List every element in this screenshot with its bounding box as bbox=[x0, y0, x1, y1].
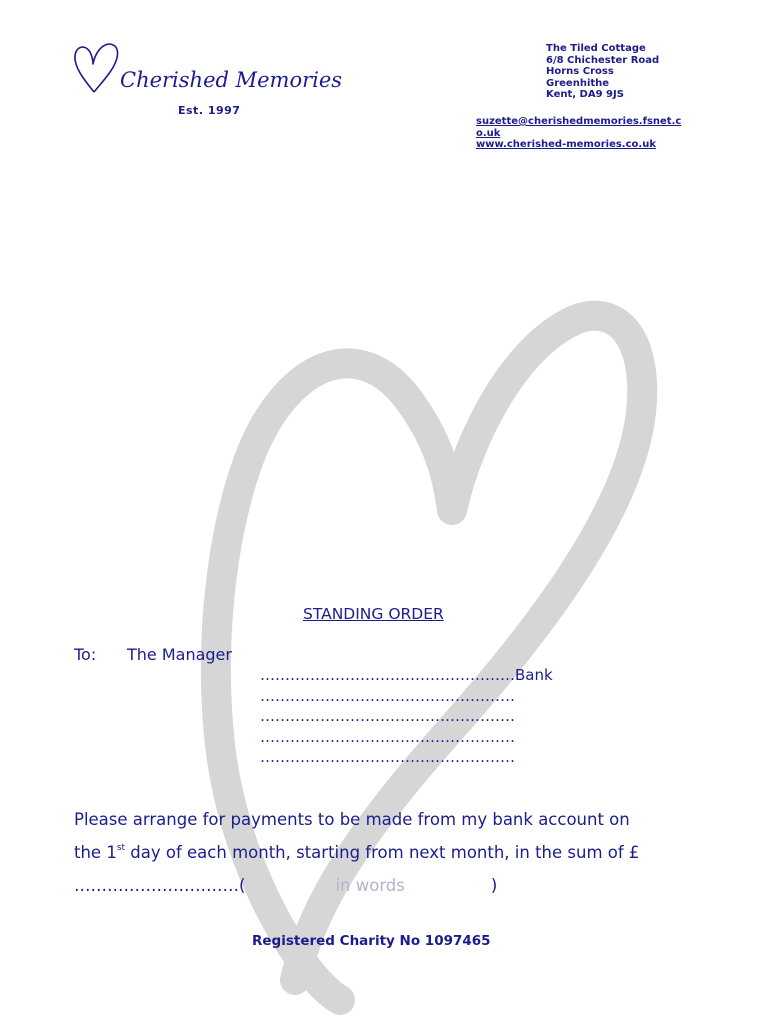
address-line: Kent, DA9 9JS bbox=[546, 89, 624, 101]
bank-address-fields bbox=[260, 665, 553, 768]
email-link[interactable] bbox=[476, 116, 696, 139]
address-line: Greenhithe bbox=[546, 77, 610, 89]
bank-address-line[interactable]: …………………………………………… bbox=[260, 707, 515, 725]
brand-name: Cherished Memories bbox=[120, 68, 343, 92]
recipient: The Manager bbox=[127, 645, 232, 664]
bank-address-line[interactable]: …………………………………………… bbox=[260, 686, 515, 705]
bank-address-line[interactable]: …………………………………………… bbox=[260, 748, 515, 766]
email-part-1: suzette@cherishedmemories.fsnet.c bbox=[476, 116, 682, 127]
bank-suffix: Bank bbox=[515, 666, 553, 684]
dot-leader: …………………………………………… bbox=[260, 666, 515, 684]
instruction-line-2 bbox=[74, 836, 639, 869]
text-segment: day of each month, starting from next month, in the sum of £ bbox=[125, 843, 640, 862]
amount-field[interactable]: …………………………( bbox=[74, 876, 246, 895]
ordinal-suffix: st bbox=[116, 843, 126, 853]
postal-address bbox=[546, 43, 659, 101]
address-line: The Tiled Cottage bbox=[546, 43, 646, 54]
contact-links bbox=[476, 116, 696, 151]
address-line: 6/8 Chichester Road bbox=[546, 54, 660, 66]
closing-paren: ) bbox=[490, 876, 498, 895]
email-part-2: o.uk bbox=[476, 127, 501, 139]
payment-instruction bbox=[74, 803, 639, 902]
text-segment: the 1 bbox=[74, 843, 117, 862]
heart-logo-icon bbox=[72, 42, 122, 94]
bank-name-line[interactable] bbox=[260, 665, 553, 686]
charity-number: Registered Charity No 1097465 bbox=[252, 933, 491, 949]
established-year: Est. 1997 bbox=[178, 104, 241, 117]
instruction-line-1: Please arrange for payments to be made from my bank account on bbox=[74, 810, 630, 829]
form-title: STANDING ORDER bbox=[303, 605, 444, 623]
bank-address-line[interactable]: …………………………………………… bbox=[260, 727, 515, 746]
website-link[interactable]: www.cherished-memories.co.uk bbox=[476, 139, 656, 151]
to-label: To: bbox=[74, 645, 97, 664]
instruction-line-3 bbox=[74, 869, 639, 902]
amount-in-words-field[interactable]: in words bbox=[335, 876, 405, 895]
address-line: Horns Cross bbox=[546, 66, 614, 78]
